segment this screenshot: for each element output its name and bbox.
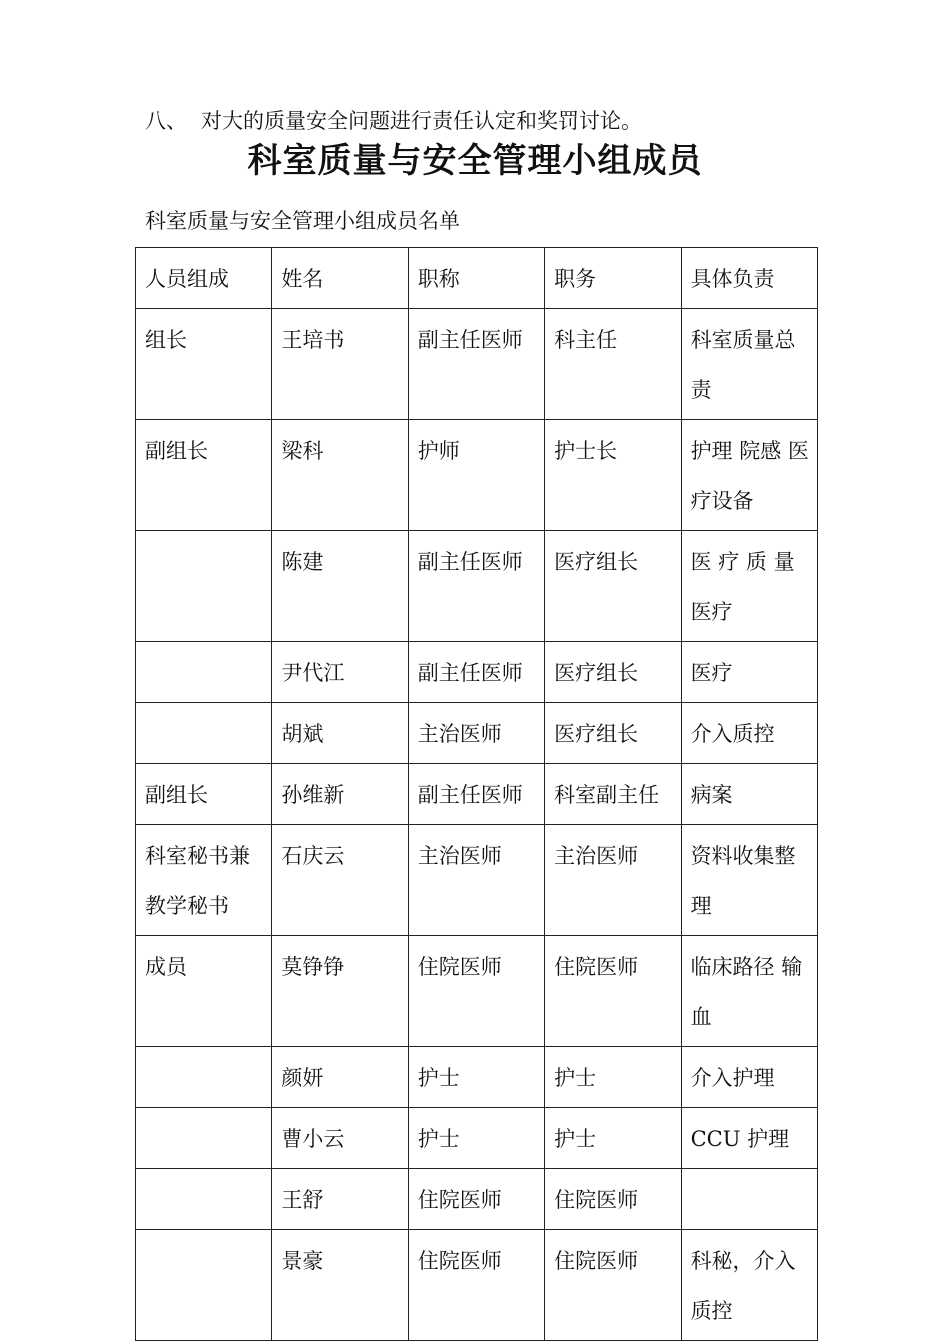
table-row	[136, 1047, 818, 1108]
table-caption: 科室质量与安全管理小组成员名单	[145, 209, 460, 233]
cell-title: 护师	[408, 420, 544, 531]
cell-title: 住院医师	[408, 1230, 544, 1341]
page-title: 科室质量与安全管理小组成员	[247, 141, 703, 181]
cell-role: 副组长	[136, 764, 272, 825]
cell-position: 护士长	[545, 420, 681, 531]
cell-responsibility	[681, 1169, 817, 1230]
cell-position: 医疗组长	[545, 703, 681, 764]
table-row	[136, 764, 818, 825]
cell-name: 陈建	[272, 531, 408, 642]
cell-role	[136, 642, 272, 703]
cell-responsibility: 资料收集整理	[681, 825, 817, 936]
cell-role: 组长	[136, 309, 272, 420]
cell-responsibility: 科室质量总责	[681, 309, 817, 420]
table-row	[136, 531, 818, 642]
header-cell-position: 职务	[545, 248, 681, 309]
cell-responsibility: 科秘，介入质控	[681, 1230, 817, 1341]
cell-position: 科主任	[545, 309, 681, 420]
table-row	[136, 1108, 818, 1169]
table-row	[136, 309, 818, 420]
cell-position: 护士	[545, 1108, 681, 1169]
cell-role	[136, 531, 272, 642]
table-header-row	[136, 248, 818, 309]
table-row	[136, 936, 818, 1047]
cell-title: 护士	[408, 1108, 544, 1169]
cell-role	[136, 1108, 272, 1169]
cell-name: 王培书	[272, 309, 408, 420]
cell-responsibility: 介入护理	[681, 1047, 817, 1108]
header-cell-title: 职称	[408, 248, 544, 309]
item-text: 对大的质量安全问题进行责任认定和奖罚讨论。	[201, 109, 642, 133]
cell-role	[136, 703, 272, 764]
cell-title: 护士	[408, 1047, 544, 1108]
cell-title: 副主任医师	[408, 531, 544, 642]
table-row	[136, 642, 818, 703]
cell-name: 孙维新	[272, 764, 408, 825]
cell-title: 主治医师	[408, 703, 544, 764]
table-row	[136, 420, 818, 531]
cell-position: 医疗组长	[545, 531, 681, 642]
cell-role: 科室秘书兼教学秘书	[136, 825, 272, 936]
item-eight	[145, 104, 642, 138]
item-number: 八、	[145, 109, 187, 133]
table-row	[136, 825, 818, 936]
table-row	[136, 1230, 818, 1341]
cell-name: 曹小云	[272, 1108, 408, 1169]
cell-name: 梁科	[272, 420, 408, 531]
cell-position: 科室副主任	[545, 764, 681, 825]
cell-responsibility: 病案	[681, 764, 817, 825]
cell-title: 副主任医师	[408, 764, 544, 825]
cell-role	[136, 1169, 272, 1230]
cell-name: 王舒	[272, 1169, 408, 1230]
cell-title: 副主任医师	[408, 309, 544, 420]
cell-role: 副组长	[136, 420, 272, 531]
cell-position: 护士	[545, 1047, 681, 1108]
member-table	[135, 247, 818, 1341]
cell-name: 尹代江	[272, 642, 408, 703]
cell-position: 医疗组长	[545, 642, 681, 703]
cell-name: 颜妍	[272, 1047, 408, 1108]
cell-position: 住院医师	[545, 1230, 681, 1341]
cell-title: 住院医师	[408, 1169, 544, 1230]
header-cell-name: 姓名	[272, 248, 408, 309]
cell-name: 景豪	[272, 1230, 408, 1341]
cell-role	[136, 1230, 272, 1341]
cell-responsibility: 临床路径 输血	[681, 936, 817, 1047]
cell-title: 副主任医师	[408, 642, 544, 703]
cell-position: 住院医师	[545, 1169, 681, 1230]
cell-role: 成员	[136, 936, 272, 1047]
cell-position: 主治医师	[545, 825, 681, 936]
cell-name: 莫铮铮	[272, 936, 408, 1047]
cell-position: 住院医师	[545, 936, 681, 1047]
cell-responsibility: 介入质控	[681, 703, 817, 764]
cell-title: 住院医师	[408, 936, 544, 1047]
header-cell-role: 人员组成	[136, 248, 272, 309]
cell-responsibility: 医 疗 质 量 医疗	[681, 531, 817, 642]
cell-responsibility: 护理 院感 医疗设备	[681, 420, 817, 531]
cell-responsibility: 医疗	[681, 642, 817, 703]
table-row	[136, 1169, 818, 1230]
cell-responsibility: CCU 护理	[681, 1108, 817, 1169]
cell-name: 胡斌	[272, 703, 408, 764]
table-row	[136, 703, 818, 764]
cell-name: 石庆云	[272, 825, 408, 936]
header-cell-responsibility: 具体负责	[681, 248, 817, 309]
cell-role	[136, 1047, 272, 1108]
cell-title: 主治医师	[408, 825, 544, 936]
